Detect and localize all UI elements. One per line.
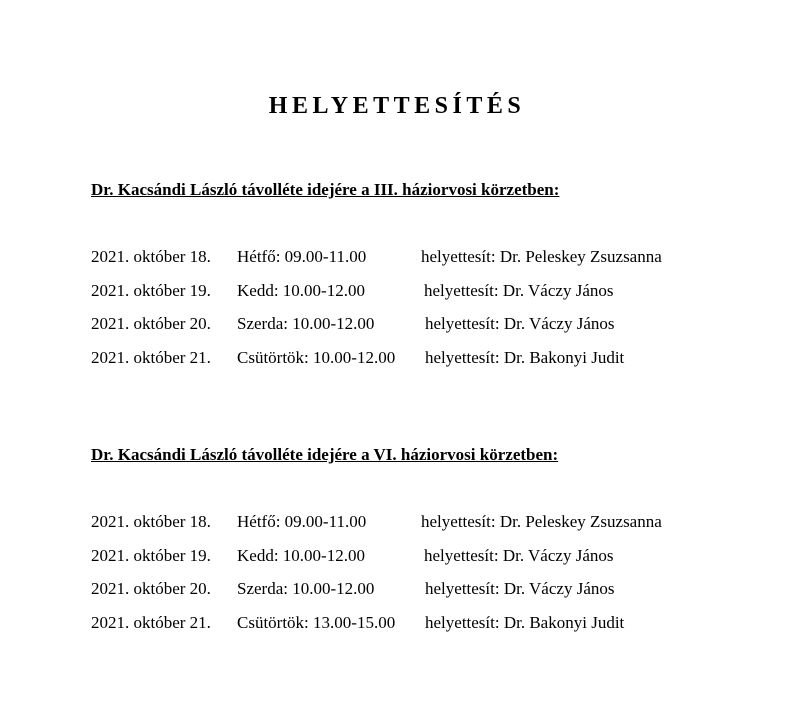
schedule-day-hours: Hétfő: 09.00-11.00: [237, 247, 367, 266]
schedule-substitute: helyettesít: Dr. Bakonyi Judit: [425, 348, 625, 367]
schedule-substitute: helyettesít: Dr. Váczy János: [424, 281, 614, 300]
schedule-day-hours: Kedd: 10.00-12.00: [237, 281, 365, 300]
schedule-day-hours: Csütörtök: 10.00-12.00: [237, 348, 396, 367]
schedule-day-hours: Hétfő: 09.00-11.00: [237, 512, 367, 531]
section-heading-district-6: Dr. Kacsándi László távolléte idejére a VI. háziorvosi körzetben:: [91, 445, 559, 464]
schedule-substitute: helyettesít: Dr. Váczy János: [425, 314, 615, 333]
schedule-day-hours: Csütörtök: 13.00-15.00: [237, 613, 396, 632]
schedule-date: 2021. október 21.: [91, 348, 211, 367]
schedule-date: 2021. október 19.: [91, 281, 211, 300]
schedule-date: 2021. október 20.: [91, 314, 211, 333]
schedule-day-hours: Szerda: 10.00-12.00: [237, 314, 375, 333]
section-heading-district-3: Dr. Kacsándi László távolléte idejére a III. háziorvosi körzetben:: [91, 180, 560, 199]
schedule-date: 2021. október 20.: [91, 579, 211, 598]
schedule-substitute: helyettesít: Dr. Bakonyi Judit: [425, 613, 625, 632]
document-title: HELYETTESÍTÉS: [268, 93, 526, 119]
schedule-substitute: helyettesít: Dr. Peleskey Zsuzsanna: [421, 512, 662, 531]
schedule-date: 2021. október 18.: [91, 512, 211, 531]
schedule-date: 2021. október 21.: [91, 613, 211, 632]
schedule-substitute: helyettesít: Dr. Váczy János: [424, 546, 614, 565]
schedule-substitute: helyettesít: Dr. Váczy János: [425, 579, 615, 598]
schedule-date: 2021. október 19.: [91, 546, 211, 565]
schedule-day-hours: Szerda: 10.00-12.00: [237, 579, 375, 598]
schedule-date: 2021. október 18.: [91, 247, 211, 266]
schedule-day-hours: Kedd: 10.00-12.00: [237, 546, 365, 565]
schedule-substitute: helyettesít: Dr. Peleskey Zsuzsanna: [421, 247, 662, 266]
